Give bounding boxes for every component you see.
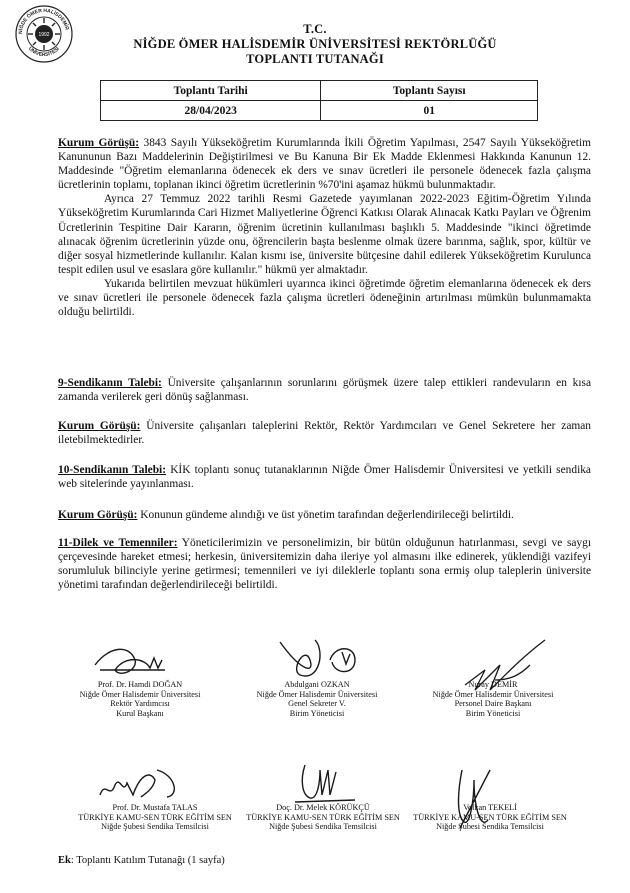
sendika-talebi-9-text: Üniversite çalışanlarının sorunlarını görüşmek üzere talep ettikleri randevuların en kısa zamanda verilerek geri dönüş sağlanması. [58, 377, 591, 404]
sendika-talebi-10-text: KİK toplantı sonuç tutanaklarının Niğde Ömer Halisdemir Üniversitesi ve yetkili sendika web sitelerinde yayınlanması. [58, 464, 591, 491]
kurum-gorusu-2 [58, 419, 591, 447]
meeting-count-label: Toplantı Sayısı [321, 81, 538, 101]
meeting-meta-table [100, 80, 538, 121]
kurum-gorusu-3-label: Kurum Görüşü: [58, 509, 138, 521]
seal-text-bottom: ÜNİVERSİTESİ [27, 45, 61, 59]
signatory-name: Nuray DEMİR [468, 680, 518, 689]
signature-block-2 [232, 680, 402, 718]
kurum-gorusu-3-text: Konunun gündeme alındığı ve üst yönetim tarafından değerlendirileceği belirtildi. [137, 509, 514, 521]
signature-block-5 [238, 803, 408, 832]
signatory-line: Niğde Ömer Halisdemir Üniversitesi [432, 689, 554, 699]
signatory-line: Birim Yöneticisi [289, 708, 345, 718]
seal-year: 1992 [38, 32, 50, 38]
signatory-line: Genel Sekreter V. [288, 699, 346, 709]
meeting-date-label: Toplantı Tarihi [101, 81, 321, 101]
kurum-gorusu-1-label: Kurum Görüşü: [58, 137, 140, 149]
meeting-date-value: 28/04/2023 [101, 101, 321, 121]
kurum-gorusu-2-label: Kurum Görüşü: [58, 420, 141, 432]
signatory-line: TÜRKİYE KAMU-SEN TÜRK EĞİTİM SEN [78, 812, 232, 822]
attachment-note [58, 855, 225, 866]
signatory-line: Niğde Ömer Halisdemir Üniversitesi [79, 689, 201, 699]
signatory-name: Prof. Dr. Hamdi DOĞAN [97, 680, 183, 689]
kurum-gorusu-1-paragraph-3: Yukarıda belirtilen mevzuat hükümleri uyarınca ikinci öğretimde öğretim elemanlarına ödenecek ek ders ve sınav ücretleri ile personele ödenecek fazla çalışma ücretleri ödeneğinin artırılması mümkün bulunmamakta olduğu belirtildi. [58, 277, 591, 319]
signature-scribble-1 [90, 640, 170, 685]
signatory-line: Niğde Ömer Halisdemir Üniversitesi [256, 689, 378, 699]
header-doc-title: TOPLANTI TUTANAĞI [246, 52, 384, 66]
signatory-line: Niğde Şubesi Sendika Temsilcisi [436, 822, 544, 832]
signature-scribble-4 [95, 765, 195, 805]
signature-block-6 [405, 803, 575, 832]
signatory-line: TÜRKİYE KAMU-SEN TÜRK EĞİTİM SEN [413, 812, 567, 822]
signature-block-1 [55, 680, 225, 718]
signatory-line: TÜRKİYE KAMU-SEN TÜRK EĞİTİM SEN [246, 812, 400, 822]
signature-block-3 [408, 680, 578, 718]
signatory-name: Abdulgani OZKAN [284, 680, 350, 689]
dilek-temenniler-label: 11-Dilek ve Temenniler: [58, 537, 178, 549]
kurum-gorusu-2-text: Üniversite çalışanları taleplerini Rektör, Rektör Yardımcıları ve Genel Sekretere her zaman iletebilmektedirler. [58, 420, 591, 447]
signature-block-4 [70, 803, 240, 832]
signatory-line: Birim Yöneticisi [465, 708, 521, 718]
kurum-gorusu-3 [58, 508, 591, 522]
sendika-talebi-9 [58, 376, 591, 404]
dilek-temenniler-text: Yöneticilerimizin ve personelimizin, bir bütün olduğunun hatırlanması, sevgi ve saygı çerçevesinde hareket etmesi; herkesin, üniversitemizin daha ileriye yol almasını ilke edinerek, yüklendiği vazifeyi sorumluluk bilinciyle yerine getirmesi; temennileri ve iyi dileklerle toplantı sona ermiş olup taleplerin üniversite yönetimi tarafından değerlendirileceği belirtildi. [58, 537, 591, 592]
dilek-temenniler [58, 536, 591, 592]
header-country: T.C. [303, 22, 327, 36]
signatory-line: Kurul Başkanı [116, 708, 164, 718]
signature-scribble-2 [270, 630, 380, 685]
seal-text-top: NİĞDE ÖMER HALİSDEMİR [17, 7, 70, 35]
header-university: NİĞDE ÖMER HALİSDEMİR ÜNİVERSİTESİ REKTÖRLÜĞÜ [133, 37, 497, 51]
meeting-count-value: 01 [321, 101, 538, 121]
signatory-name: Doç. Dr. Melek KÖRÜKÇÜ [276, 803, 370, 812]
attachment-text: : Toplantı Katılım Tutanağı (1 sayfa) [70, 855, 225, 866]
sendika-talebi-10-label: 10-Sendikanın Talebi: [58, 464, 167, 476]
sendika-talebi-10 [58, 463, 591, 491]
signatory-line: Niğde Şubesi Sendika Temsilcisi [269, 822, 377, 832]
signatory-line: Rektör Yardımcısı [110, 699, 170, 709]
sendika-talebi-9-label: 9-Sendikanın Talebi: [58, 377, 162, 389]
kurum-gorusu-1-text: 3843 Sayılı Yükseköğretim Kurumlarında İkili Öğretim Yapılması, 2547 Sayılı Yükseköğretim Kanununun Bazı Maddelerinin Değiştirilmesi ve Bu Kanuna Bir Ek Madde Eklenmesi Hakkında Kanunun 12. Maddesinde "Öğretim elemanlarına ödenecek ek ders ve sınav ücretleri ile personele ödenecek fazla çalışma ücretlerinin toplamı, toplanan ikinci öğretim ücretlerinin %70'ini aşamaz hükmü bulunmaktadır. [58, 137, 591, 192]
signatory-name: Prof. Dr. Mustafa TALAS [112, 803, 198, 812]
signatory-line: Personel Daire Başkanı [454, 699, 532, 709]
signatory-name: Volkan TEKELİ [463, 803, 517, 812]
signatory-line: Niğde Şubesi Sendika Temsilcisi [101, 822, 209, 832]
attachment-label: Ek [58, 855, 71, 866]
kurum-gorusu-1 [58, 136, 591, 319]
kurum-gorusu-1-paragraph-2: Ayrıca 27 Temmuz 2022 tarihli Resmi Gazetede yayımlanan 2022-2023 Eğitim-Öğretim Yılında Yükseköğretim Kurumlarında Cari Hizmet Maliyetlerine Öğrenci Katkısı Olarak Alınacak Katkı Payları ve Öğrenim Ücretlerinin Tespitine Dair Kararın, öğrenim ücretinin kullanılması başlıklı 5. Maddesinde "ikinci öğretimde alınacak öğrenim ücretlerinin yüzde onu, öğrencilerin başta beslenme olmak üzere barınma, sağlık, spor, kültür ve diğer sosyal hizmetlerinde kullanılır. Kalan kısmı ise, üniversite bütçesine dahil edilerek Yükseköğretim Kurulunca tespit edilen usul ve esaslara göre kullanılır." hükmü yer almaktadır. [58, 193, 591, 276]
